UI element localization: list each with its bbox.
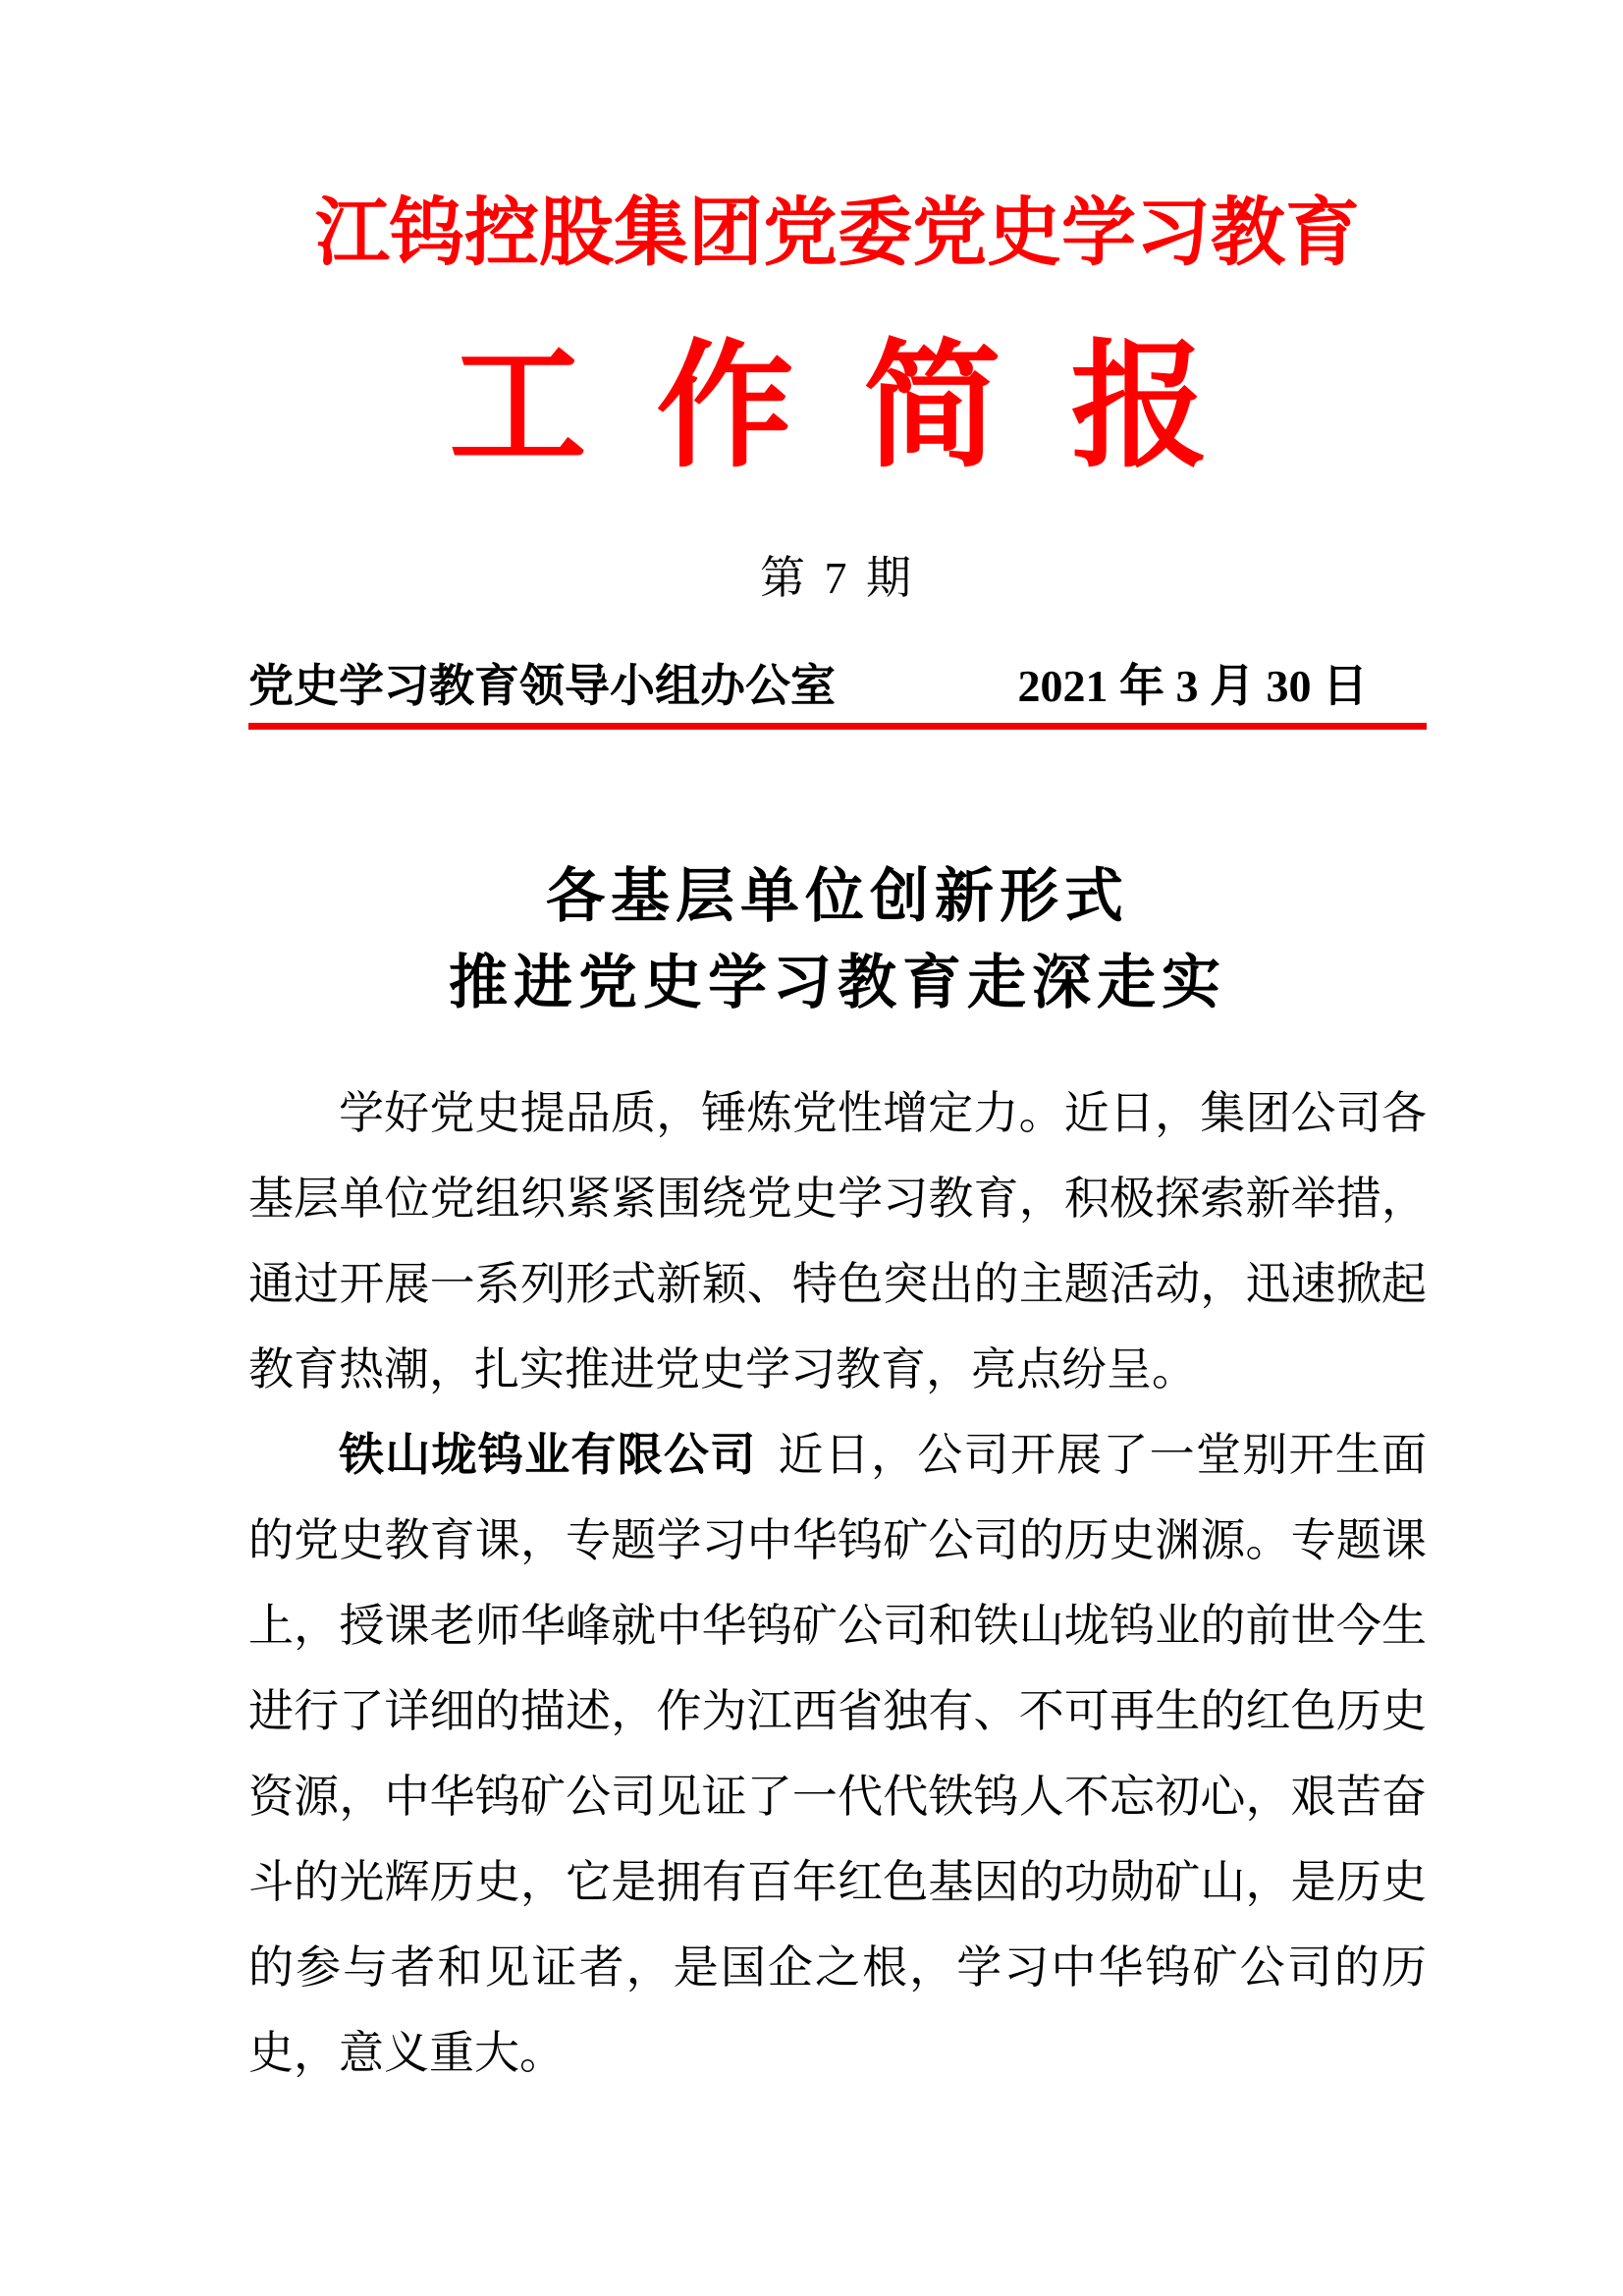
paragraph-1-text: 学好党史提品质，锤炼党性增定力。近日，集团公司各基层单位党组织紧紧围绕党史学习教育，积极探索新举措，通过开展一系列形式新颖、特色突出的主题活动，迅速掀起教育热潮，扎实推进党史学习教育，亮点纷呈。 [248, 1088, 1427, 1394]
paragraph-2 [248, 1412, 1427, 2096]
issue-info-row [248, 661, 1427, 711]
article-title [248, 853, 1427, 1026]
article-title-line-2: 推进党史学习教育走深走实 [449, 951, 1226, 1015]
issue-date: 2021 年 3 月 30 日 [1017, 661, 1368, 711]
issuing-office: 党史学习教育领导小组办公室 [248, 661, 836, 711]
masthead-org-title: 江钨控股集团党委党史学习教育 [315, 192, 1360, 275]
paragraph-1 [248, 1070, 1427, 1412]
red-divider-rule [248, 723, 1427, 730]
article-title-line-1: 各基层单位创新形式 [546, 864, 1129, 929]
content-column [248, 192, 1428, 2096]
masthead-bulletin-title: 工 作 简 报 [449, 332, 1226, 484]
masthead [248, 192, 1427, 730]
paragraph-2-text: 近日，公司开展了一堂别开生面的党史教育课，专题学习中华钨矿公司的历史渊源。专题课上，授课老师华峰就中华钨矿公司和铁山垅钨业的前世今生进行了详细的描述，作为江西省独有、不可再生的红色历史资源，中华钨矿公司见证了一代代铁钨人不忘初心，艰苦奋斗的光辉历史，它是拥有百年红色基因的功勋矿山，是历史的参与者和见证者，是国企之根，学习中华钨矿公司的历史，意义重大。 [248, 1430, 1428, 2078]
issue-number: 第 7 期 [760, 553, 915, 603]
article [248, 853, 1427, 2096]
article-body [248, 1070, 1427, 2096]
paragraph-2-company-lead: 铁山垅钨业有限公司 [339, 1430, 757, 1480]
